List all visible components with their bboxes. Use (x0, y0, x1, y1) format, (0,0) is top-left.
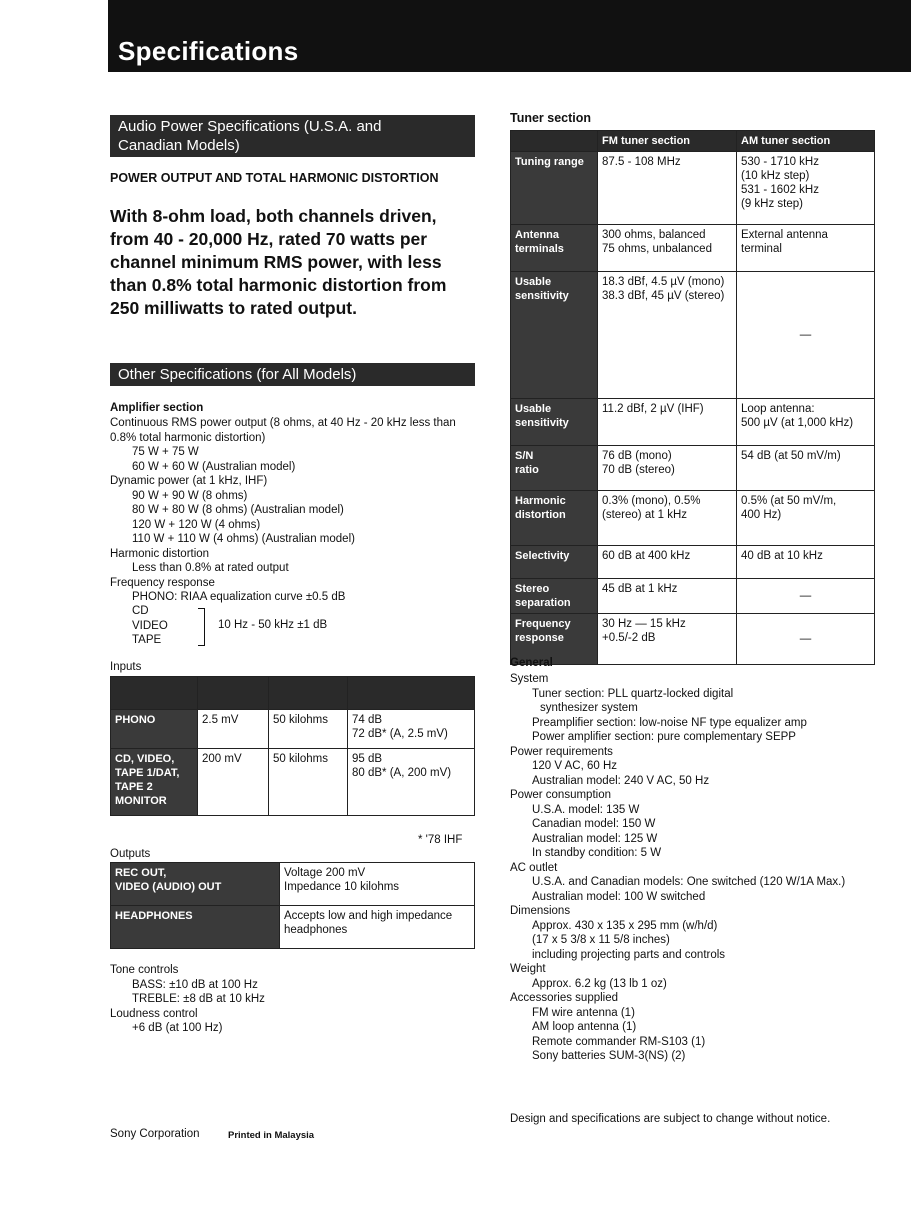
tuner-fm-value (598, 225, 737, 272)
tuner-fm-value (598, 399, 737, 446)
input-sn-ratio (348, 749, 475, 816)
tuner-fm-value (598, 546, 737, 579)
table-row (511, 399, 875, 446)
tuner-row-label (511, 446, 598, 491)
tuner-row-label (511, 579, 598, 614)
output-name-line: HEADPHONES (115, 910, 193, 922)
footer-company: Sony Corporation (110, 1128, 200, 1140)
freq-value: 10 Hz - 50 kHz ±1 dB (218, 619, 328, 631)
tuner-fm-value (598, 491, 737, 546)
inputs-table (110, 676, 475, 816)
input-sn-ratio-line: 80 dB* (A, 200 mV) (352, 767, 452, 779)
tuner-fm-value-line: 30 Hz — 15 kHz (602, 618, 686, 630)
input-impedance: 50 kilohms (269, 710, 348, 749)
tuner-row-label-line: Tuning range (515, 156, 584, 168)
tuner-row-label-line: sensitivity (515, 290, 569, 302)
spec-line: Approx. 6.2 kg (13 lb 1 oz) (532, 977, 667, 990)
tuner-row-label-line: distortion (515, 509, 566, 521)
footer-printed: Printed in Malaysia (228, 1130, 315, 1141)
spec-line: synthesizer system (540, 702, 638, 714)
tuner-row-label-line: S/N (515, 450, 534, 462)
tuner-am-value-line: — (799, 329, 812, 341)
spec-line: Approx. 430 x 135 x 295 mm (w/h/d) (532, 919, 718, 932)
power-statement (110, 205, 490, 320)
audio-bar-line: Canadian Models) (118, 137, 240, 154)
tuner-col-am: AM tuner section (737, 131, 875, 152)
notice: Design and specifications are subject to change without notice. (510, 1113, 831, 1125)
input-name-line: MONITOR (115, 795, 167, 807)
power-line: 250 milliwatts to rated output. (110, 298, 357, 318)
inputs-header-row (111, 677, 475, 710)
spec-line: (17 x 5 3/8 x 11 5/8 inches) (532, 934, 670, 946)
spec-line: U.S.A. model: 135 W (532, 803, 640, 816)
other-specs-bar: Other Specifications (for All Models) (110, 363, 475, 386)
output-name-line: REC OUT, (115, 867, 167, 879)
tuner-fm-value (598, 579, 737, 614)
table-row (511, 579, 875, 614)
table-row (511, 272, 875, 399)
output-value-line: headphones (284, 924, 348, 936)
table-row (111, 710, 475, 749)
input-sn-ratio (348, 710, 475, 749)
tuner-am-value-line: 0.5% (at 50 mV/m, (741, 495, 837, 507)
tuner-corner (511, 131, 598, 152)
audio-power-bar (110, 115, 475, 157)
inputs-header-cell (198, 677, 269, 710)
tuner-row-label (511, 272, 598, 399)
spec-line: Tone controls (110, 964, 179, 976)
output-value-line: Accepts low and high impedance (284, 910, 453, 922)
spec-line: 120 V AC, 60 Hz (532, 760, 618, 772)
spec-line: PHONO: RIAA equalization curve ±0.5 dB (132, 591, 346, 603)
spec-line: Dynamic power (at 1 kHz, IHF) (110, 475, 268, 487)
spec-line: Loudness control (110, 1007, 198, 1020)
tuner-row-label (511, 491, 598, 546)
tuner-row-label-line: Usable (515, 403, 552, 415)
input-name-line: TAPE 1/DAT, (115, 767, 180, 779)
inputs-header-cell (348, 677, 475, 710)
general-specs (510, 672, 900, 1064)
tuner-fm-value-line: 0.3% (mono), 0.5% (602, 495, 701, 507)
spec-line: BASS: ±10 dB at 100 Hz (132, 978, 258, 991)
tuner-fm-value (598, 614, 737, 665)
power-line: than 0.8% total harmonic distortion from (110, 275, 447, 295)
table-row (511, 546, 875, 579)
input-name-line: PHONO (115, 714, 156, 726)
output-value-line: Impedance 10 kilohms (284, 881, 400, 893)
output-name-line: VIDEO (AUDIO) OUT (115, 881, 222, 893)
spec-line: Tuner section: PLL quartz-locked digital (532, 687, 734, 700)
tuner-row-label-line: sensitivity (515, 417, 569, 429)
output-value (280, 906, 475, 949)
tuner-row-label (511, 546, 598, 579)
inputs-label: Inputs (110, 661, 142, 673)
spec-line: Power consumption (510, 789, 611, 801)
inputs-header-cell (111, 677, 198, 710)
spec-line: 0.8% total harmonic distortion) (110, 431, 266, 444)
tuner-row-label-line: response (515, 632, 564, 644)
spec-line: Weight (510, 963, 546, 975)
input-name (111, 749, 198, 816)
tuner-fm-value-line: 60 dB at 400 kHz (602, 550, 691, 562)
freq-source: CD (132, 605, 149, 617)
tuner-fm-value (598, 272, 737, 399)
tuner-am-value (737, 152, 875, 225)
input-sensitivity: 2.5 mV (198, 710, 269, 749)
inputs-header-cell (269, 677, 348, 710)
spec-line: Sony batteries SUM-3(NS) (2) (532, 1050, 686, 1062)
tuner-am-value-line: 40 dB at 10 kHz (741, 550, 823, 562)
power-line: With 8-ohm load, both channels driven, (110, 206, 437, 226)
tuner-fm-value-line: (stereo) at 1 kHz (602, 509, 687, 521)
tuner-fm-value-line: 75 ohms, unbalanced (602, 243, 712, 255)
outputs-label: Outputs (110, 848, 151, 860)
table-row (111, 749, 475, 816)
output-name (111, 906, 280, 949)
tuner-row-label-line: ratio (515, 464, 539, 476)
input-sn-ratio-line: 95 dB (352, 753, 383, 765)
spec-line: 75 W + 75 W (132, 446, 199, 458)
output-value (280, 863, 475, 906)
tuner-heading: Tuner section (510, 111, 592, 125)
spec-line: Dimensions (510, 905, 571, 917)
tuner-table (510, 130, 875, 665)
spec-line: Australian model: 125 W (532, 832, 658, 845)
spec-line: Continuous RMS power output (8 ohms, at 40 Hz - 20 kHz less than (110, 417, 456, 429)
tuner-row-label-line: Selectivity (515, 550, 570, 562)
spec-line: 80 W + 80 W (8 ohms) (Australian model) (132, 504, 344, 516)
tuner-am-value (737, 579, 875, 614)
tuner-row-label (511, 225, 598, 272)
tuner-fm-value-line: 45 dB at 1 kHz (602, 583, 678, 595)
table-row (111, 863, 475, 906)
spec-line: TREBLE: ±8 dB at 10 kHz (132, 993, 265, 1005)
spec-line: FM wire antenna (1) (532, 1006, 635, 1019)
spec-line: Canadian model: 150 W (532, 818, 656, 830)
spec-line: Australian model: 100 W switched (532, 890, 706, 903)
spec-line: Less than 0.8% at rated output (132, 562, 289, 574)
spec-line: U.S.A. and Canadian models: One switched (120 W/1A Max.) (532, 876, 846, 888)
tuner-fm-value-line: 11.2 dBf, 2 µV (IHF) (602, 403, 704, 415)
tuner-am-value-line: terminal (741, 243, 782, 255)
tuner-am-value (737, 272, 875, 399)
input-sn-ratio-line: 72 dB* (A, 2.5 mV) (352, 728, 448, 740)
output-value-line: Voltage 200 mV (284, 867, 366, 879)
spec-line: Australian model: 240 V AC, 50 Hz (532, 774, 710, 787)
ihf-note: * '78 IHF (418, 834, 463, 846)
spec-line: 120 W + 120 W (4 ohms) (132, 518, 261, 531)
amplifier-heading: Amplifier section (110, 402, 204, 414)
spec-line: including projecting parts and controls (532, 948, 726, 961)
freq-source: TAPE (132, 634, 162, 646)
tuner-am-value (737, 225, 875, 272)
tuner-row-label (511, 152, 598, 225)
tuner-row-label-line: Stereo separation (515, 583, 571, 609)
tuner-fm-value-line: +0.5/-2 dB (602, 632, 656, 644)
input-name (111, 710, 198, 749)
input-sn-ratio-line: 74 dB (352, 714, 383, 726)
input-impedance: 50 kilohms (269, 749, 348, 816)
general-heading: General (510, 657, 553, 669)
outputs-table (110, 862, 475, 949)
tuner-row-label-line: Usable (515, 276, 552, 288)
tuner-fm-value-line: 70 dB (stereo) (602, 464, 675, 476)
freq-bracket (198, 608, 205, 646)
page-title: Specifications (118, 36, 299, 66)
tuner-fm-value-line: 87.5 - 108 MHz (602, 156, 681, 168)
spec-line: AM loop antenna (1) (532, 1021, 637, 1033)
output-name (111, 863, 280, 906)
spec-line: 60 W + 60 W (Australian model) (132, 460, 296, 473)
input-name-line: TAPE 2 (115, 781, 153, 793)
spec-line: System (510, 673, 549, 685)
spec-line: Power amplifier section: pure complementary SEPP (532, 731, 796, 743)
tuner-fm-value-line: 300 ohms, balanced (602, 229, 706, 241)
tuner-am-value (737, 399, 875, 446)
tuner-am-value-line: Loop antenna: (741, 403, 815, 415)
tuner-am-value-line: — (799, 633, 812, 645)
power-line: from 40 - 20,000 Hz, rated 70 watts per (110, 229, 428, 249)
tuner-row-label-line: Frequency (515, 618, 571, 630)
spec-line: +6 dB (at 100 Hz) (132, 1022, 223, 1034)
tuner-fm-value (598, 446, 737, 491)
table-row (111, 906, 475, 949)
tuner-row-label-line: Harmonic (515, 495, 566, 507)
tuner-am-value-line: External antenna (741, 229, 828, 241)
table-row (511, 152, 875, 225)
table-row (511, 491, 875, 546)
tuner-row-label-line: terminals (515, 243, 564, 255)
tuner-am-value-line: (9 kHz step) (741, 198, 803, 210)
freq-sources (132, 604, 168, 648)
tuner-am-value-line: 54 dB (at 50 mV/m) (741, 450, 841, 462)
power-line: channel minimum RMS power, with less (110, 252, 442, 272)
spec-line: 90 W + 90 W (8 ohms) (132, 489, 248, 502)
tuner-fm-value (598, 152, 737, 225)
spec-line: Harmonic distortion (110, 547, 210, 560)
tuner-fm-value-line: 76 dB (mono) (602, 450, 672, 462)
tuner-col-fm: FM tuner section (598, 131, 737, 152)
spec-line: Preamplifier section: low-noise NF type equalizer amp (532, 716, 807, 729)
tuner-am-value-line: (10 kHz step) (741, 170, 810, 182)
tuner-am-value-line: — (799, 590, 812, 602)
spec-line: In standby condition: 5 W (532, 847, 662, 859)
tuner-row-label-line: Antenna (515, 229, 559, 241)
tuner-am-value (737, 446, 875, 491)
table-row (511, 614, 875, 665)
spec-line: 110 W + 110 W (4 ohms) (Australian model) (132, 533, 355, 545)
tuner-am-value (737, 491, 875, 546)
spec-line: AC outlet (510, 861, 558, 874)
table-row (511, 446, 875, 491)
power-heading: POWER OUTPUT AND TOTAL HARMONIC DISTORTION (110, 171, 439, 185)
tuner-am-value-line: 530 - 1710 kHz (741, 156, 819, 168)
tuner-am-value-line: 400 Hz) (741, 509, 782, 521)
tuner-fm-value-line: 18.3 dBf, 4.5 µV (mono) (602, 276, 725, 288)
tuner-fm-value-line: 38.3 dBf, 45 µV (stereo) (602, 290, 725, 302)
input-sensitivity: 200 mV (198, 749, 269, 816)
tuner-am-value (737, 614, 875, 665)
tuner-am-value-line: 531 - 1602 kHz (741, 184, 819, 196)
input-name-line: CD, VIDEO, (115, 753, 175, 765)
freq-source: VIDEO (132, 619, 168, 632)
tuner-am-value (737, 546, 875, 579)
audio-bar-line: Audio Power Specifications (U.S.A. and (118, 118, 382, 135)
tone-specs (110, 963, 490, 1036)
spec-line: Accessories supplied (510, 992, 619, 1004)
amplifier-specs (110, 416, 490, 605)
spec-line: Remote commander RM-S103 (1) (532, 1035, 706, 1048)
tuner-row-label (511, 399, 598, 446)
tuner-am-value-line: 500 µV (at 1,000 kHz) (741, 417, 854, 429)
spec-line: Power requirements (510, 745, 613, 758)
spec-line: Frequency response (110, 576, 215, 589)
table-row (511, 225, 875, 272)
